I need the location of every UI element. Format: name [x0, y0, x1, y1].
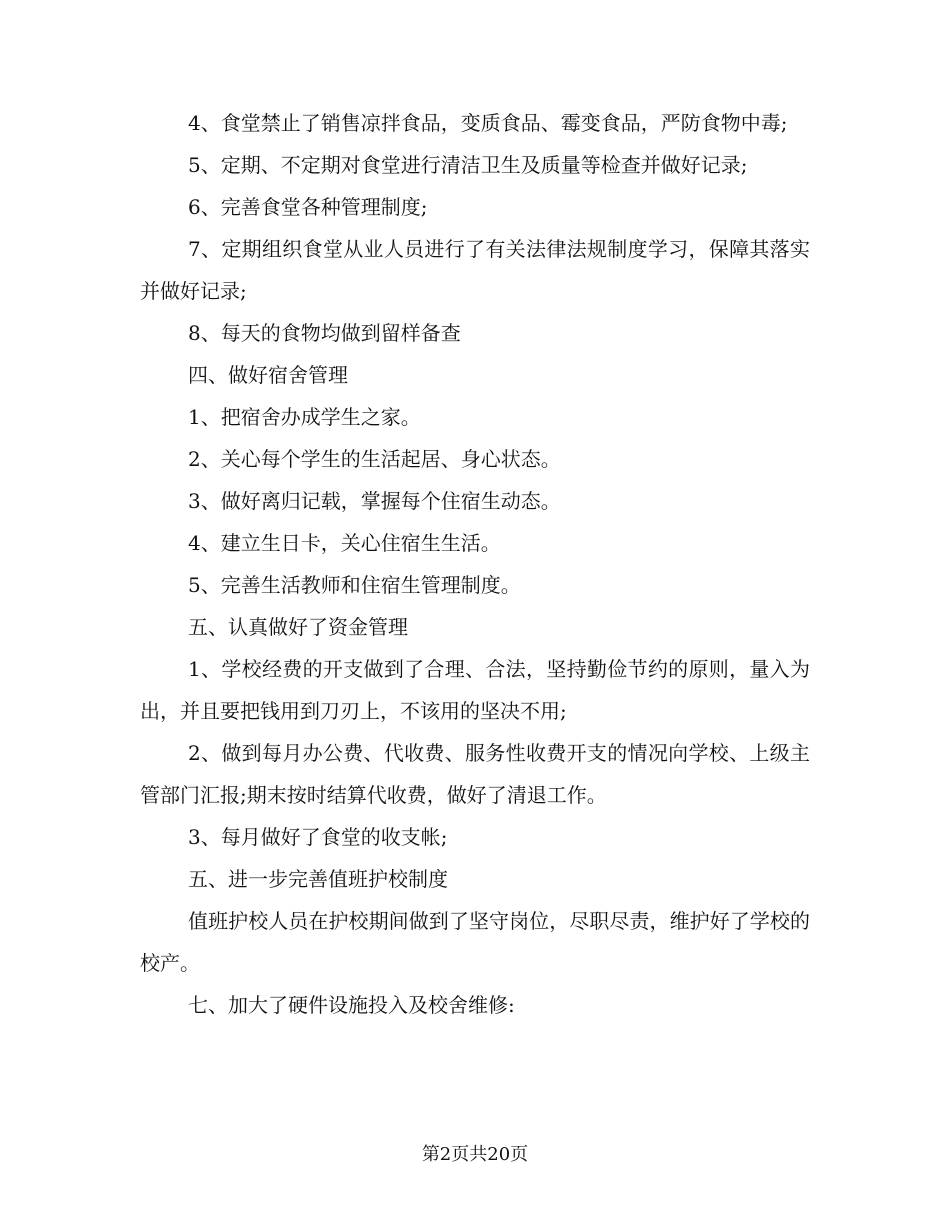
section-heading-dormitory: 四、做好宿舍管理	[188, 363, 348, 387]
section-heading-funds: 五、认真做好了资金管理	[188, 615, 408, 639]
paragraph-canteen-item-7: 7、定期组织食堂从业人员进行了有关法律法规制度学习，保障其落实并做好记录;	[140, 237, 810, 303]
paragraph-funds-item-3: 3、每月做好了食堂的收支帐;	[188, 825, 448, 849]
section-heading-facilities: 七、加大了硬件设施投入及校舍维修:	[188, 993, 515, 1017]
paragraph-dorm-item-4: 4、建立生日卡，关心住宿生生活。	[188, 531, 501, 555]
paragraph-canteen-item-4: 4、食堂禁止了销售凉拌食品，变质食品、霉变食品，严防食物中毒;	[188, 111, 788, 135]
paragraph-funds-item-1: 1、学校经费的开支做到了合理、合法，坚持勤俭节约的原则，量入为出，并且要把钱用到刀刃上，不该用的坚决不用;	[140, 657, 810, 723]
paragraph-dorm-item-3: 3、做好离归记载，掌握每个住宿生动态。	[188, 489, 561, 513]
paragraph-duty-text: 值班护校人员在护校期间做到了坚守岗位，尽职尽责，维护好了学校的校产。	[140, 909, 810, 975]
paragraph-canteen-item-8: 8、每天的食物均做到留样备查	[188, 321, 461, 345]
paragraph-canteen-item-5: 5、定期、不定期对食堂进行清洁卫生及质量等检查并做好记录;	[188, 153, 748, 177]
document-body	[140, 102, 810, 1026]
page-number-footer: 第2页共20页	[421, 1144, 529, 1165]
paragraph-dorm-item-5: 5、完善生活教师和住宿生管理制度。	[188, 573, 521, 597]
paragraph-funds-item-2: 2、做到每月办公费、代收费、服务性收费开支的情况向学校、上级主管部门汇报;期末按时结算代收费，做好了清退工作。	[140, 741, 810, 807]
section-heading-duty: 五、进一步完善值班护校制度	[188, 867, 448, 891]
paragraph-dorm-item-2: 2、关心每个学生的生活起居、身心状态。	[188, 447, 561, 471]
paragraph-canteen-item-6: 6、完善食堂各种管理制度;	[188, 195, 428, 219]
paragraph-dorm-item-1: 1、把宿舍办成学生之家。	[188, 405, 421, 429]
